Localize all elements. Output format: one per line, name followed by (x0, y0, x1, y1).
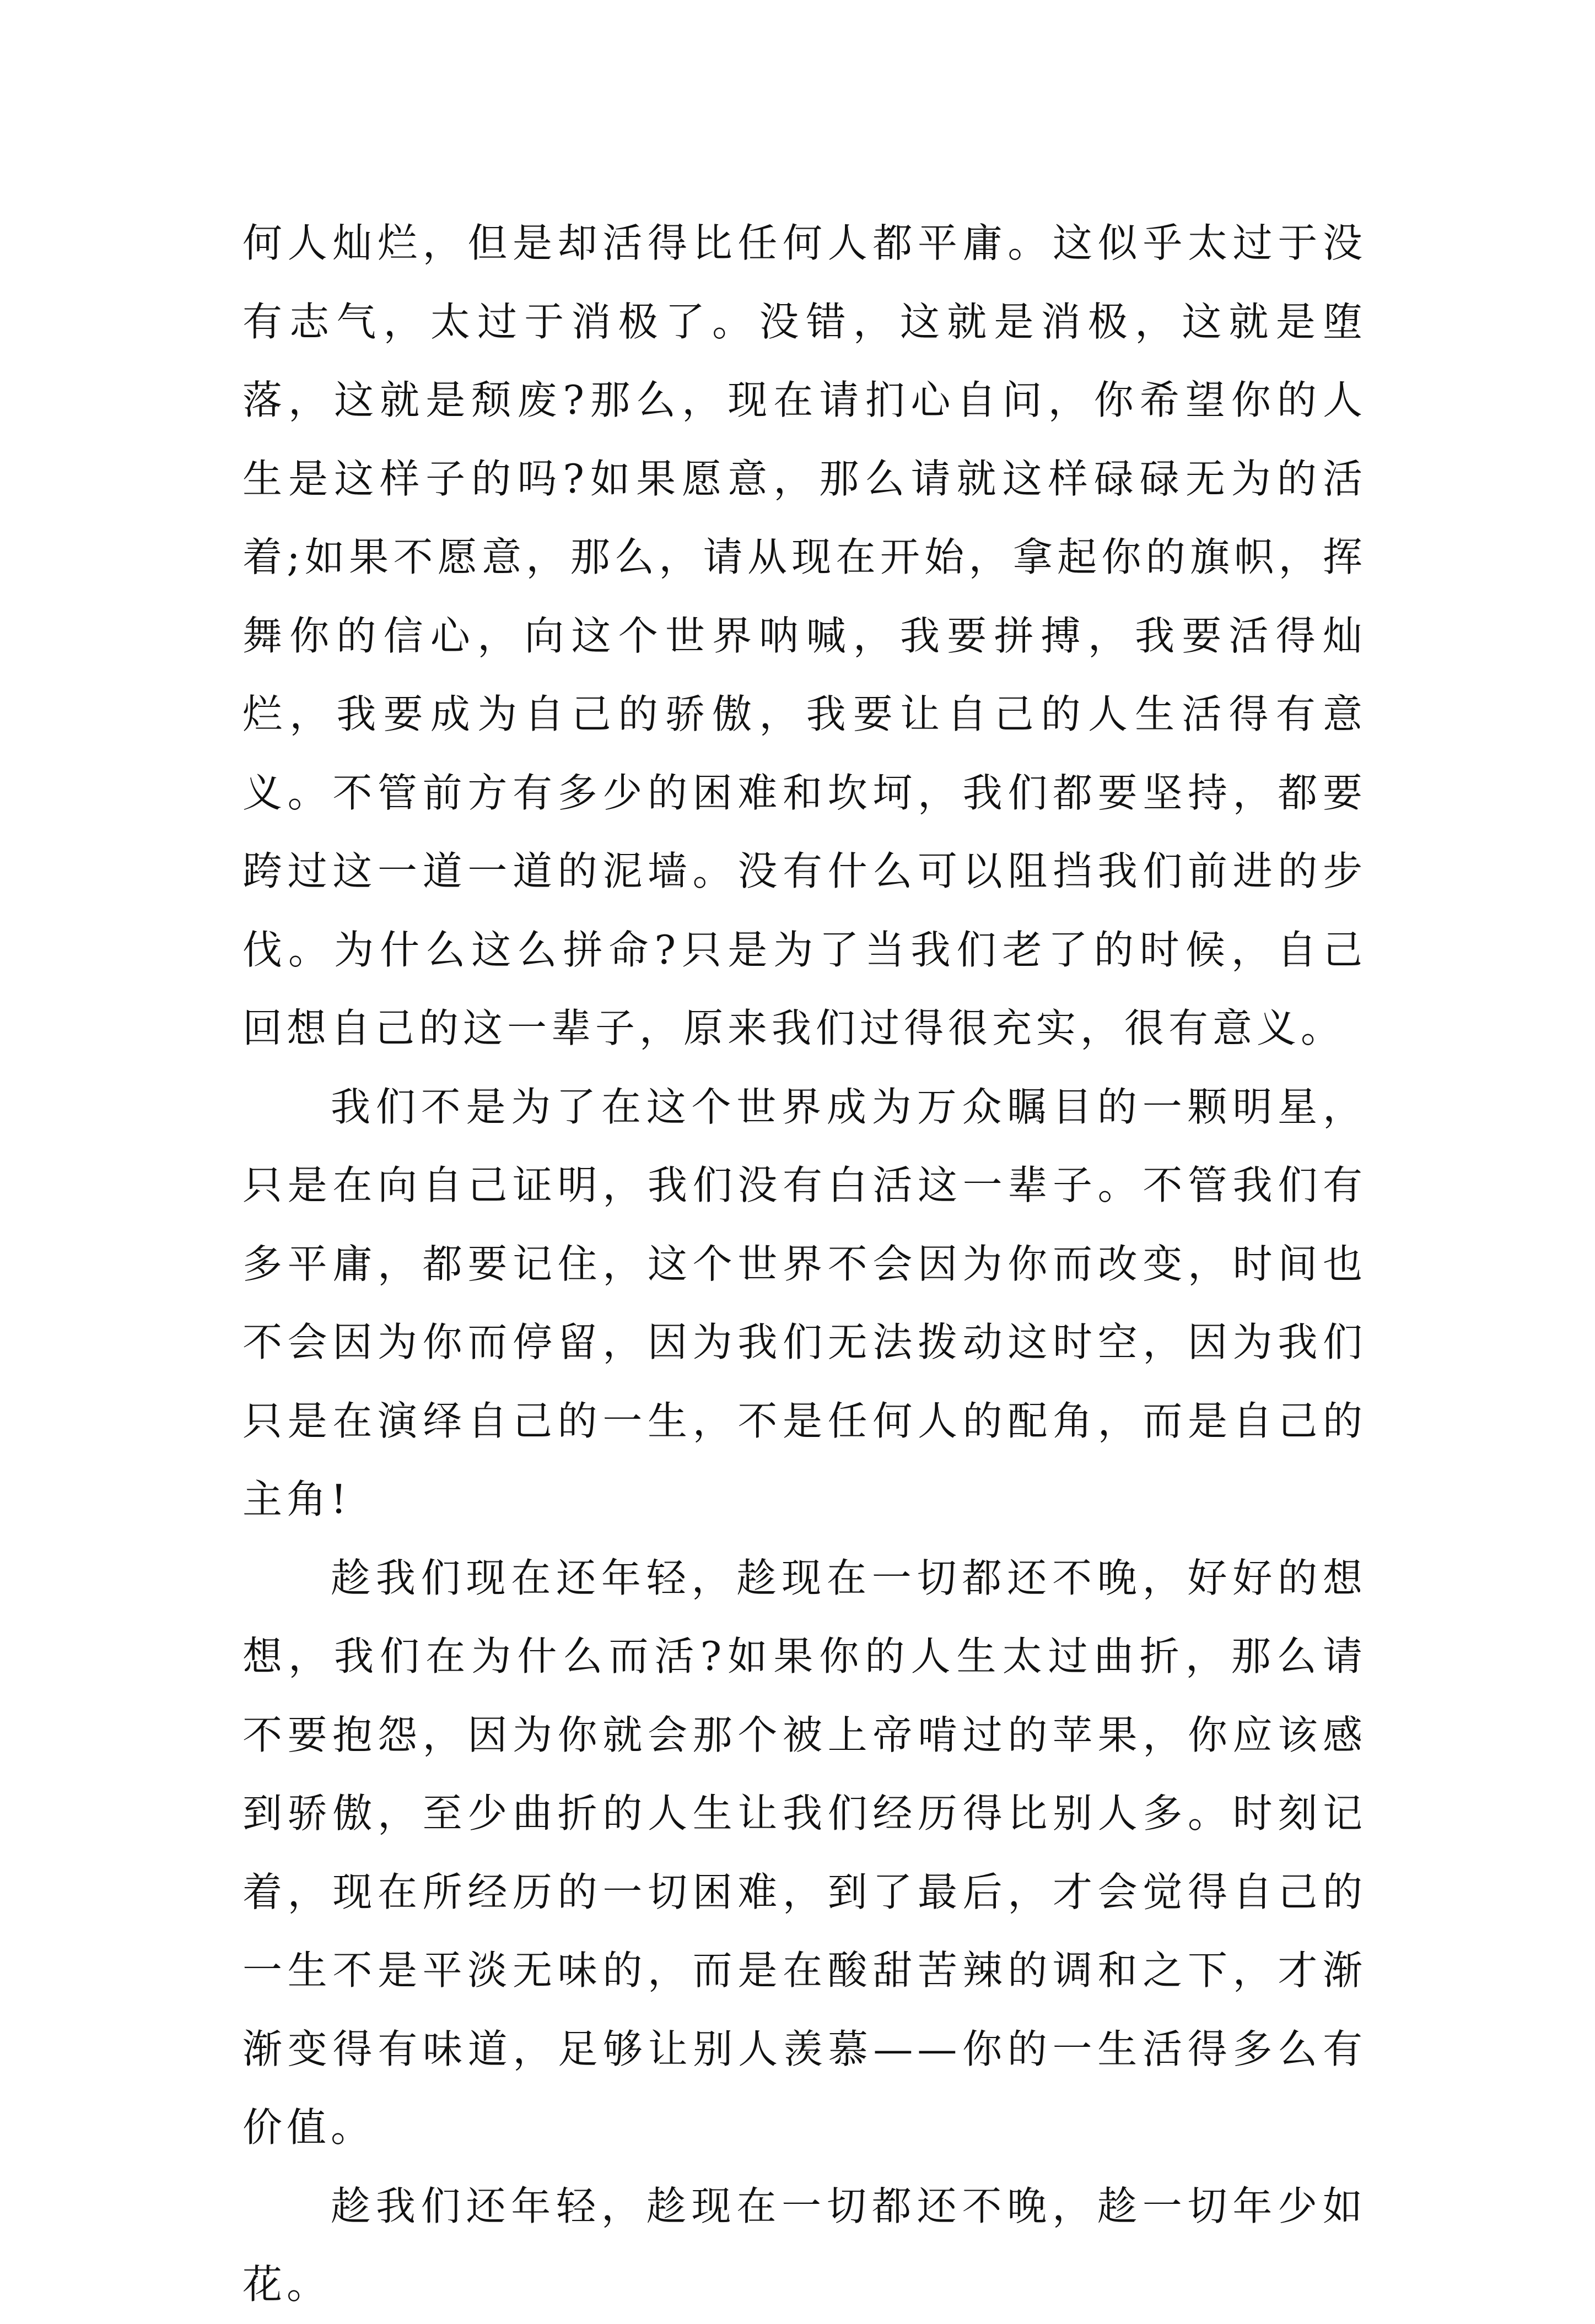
document-body (243, 204, 1367, 2324)
paragraph-4: 趁我们还年轻，趁现在一切都还不晚，趁一切年少如花。 (243, 2182, 1367, 2307)
paragraph-2: 我们不是为了在这个世界成为万众瞩目的一颗明星，只是在向自己证明，我们没有白活这一辈子。不管我们有多平庸，都要记住，这个世界不会因为你而改变，时间也不会因为你而停留，因为我们无法拨动这时空，因为我们只是在演绎自己的一生，不是任何人的配角，而是自己的主角! (243, 1083, 1367, 1522)
paragraph-3: 趁我们现在还年轻，趁现在一切都还不晚，好好的想想，我们在为什么而活?如果你的人生太过曲折，那么请不要抱怨，因为你就会那个被上帝啃过的苹果，你应该感到骄傲，至少曲折的人生让我们经历得比别人多。时刻记着，现在所经历的一切困难，到了最后，才会觉得自己的一生不是平淡无味的，而是在酸甜苦辣的调和之下，才渐渐变得有味道，足够让别人羡慕——你的一生活得多么有价值。 (243, 1554, 1367, 2150)
paragraph-1: 何人灿烂，但是却活得比任何人都平庸。这似乎太过于没有志气，太过于消极了。没错，这就是消极，这就是堕落，这就是颓废?那么，现在请扪心自问，你希望你的人生是这样子的吗?如果愿意，那么请就这样碌碌无为的活着;如果不愿意，那么，请从现在开始，拿起你的旗帜，挥舞你的信心，向这个世界呐喊，我要拼搏，我要活得灿烂，我要成为自己的骄傲，我要让自己的人生活得有意义。不管前方有多少的困难和坎坷，我们都要坚持，都要跨过这一道一道的泥墙。没有什么可以阻挡我们前进的步伐。为什么这么拼命?只是为了当我们老了的时候，自己回想自己的这一辈子，原来我们过得很充实，很有意义。 (243, 220, 1367, 1051)
